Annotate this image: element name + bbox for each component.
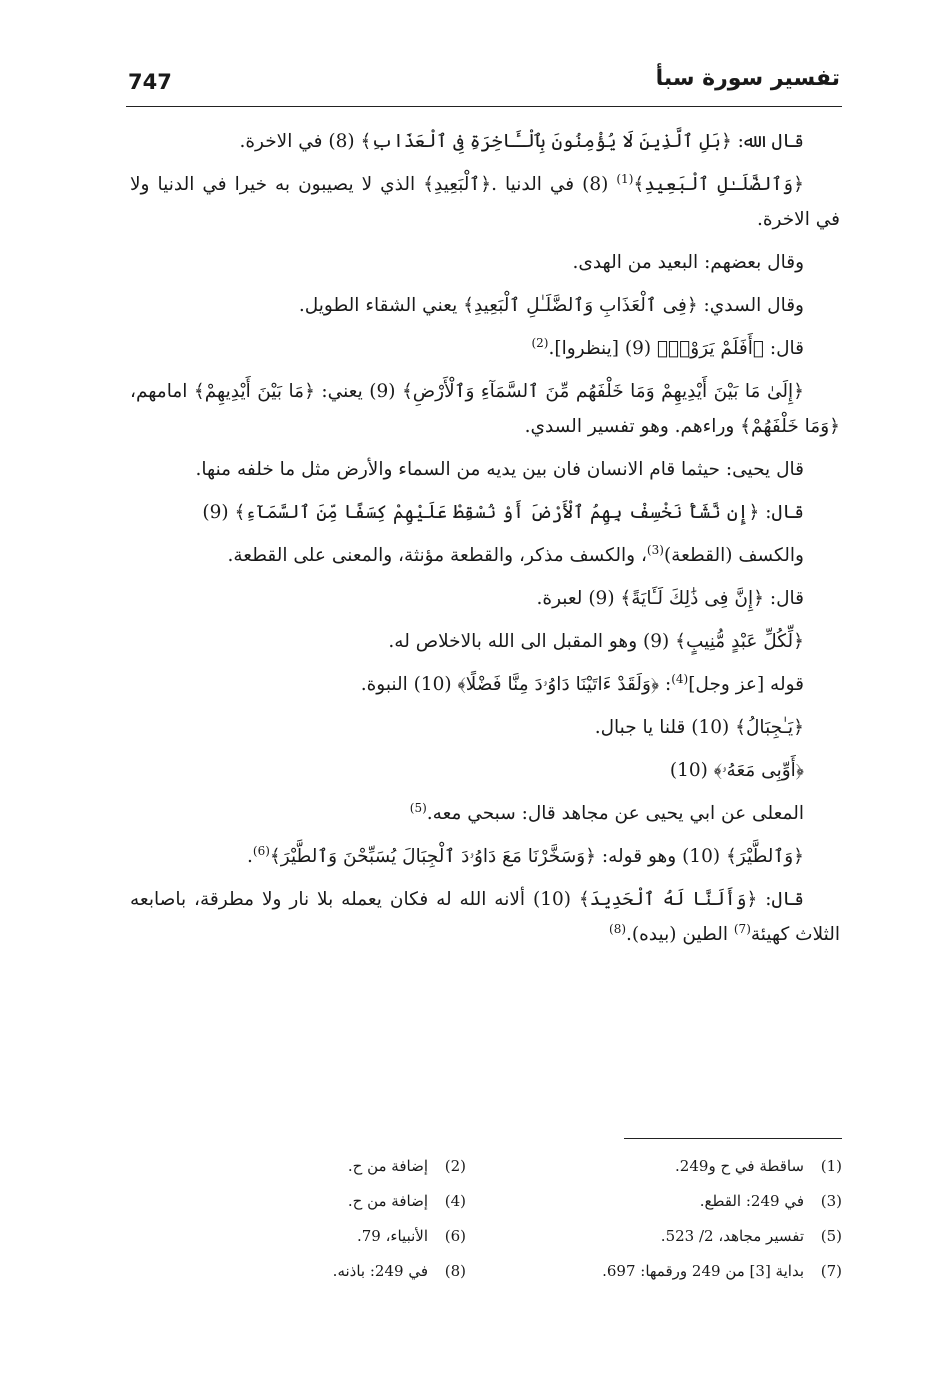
footnote-item: [506, 1187, 842, 1216]
paragraph-text: قال: ﴿إِن نَّشَأْ نَخْسِفْ بِهِمُ ٱلْأَرْضَ أَوْ نُسْقِطْ عَلَيْهِمْ كِسَفًا مِّنَ ٱلسَّمَآءِ﴾ (9): [202, 502, 804, 523]
footnote-item: [130, 1187, 466, 1216]
paragraph-text: قال يحيى: حيثما قام الانسان فان بين يديه من السماء والأرض مثل ما خلفه منها.: [195, 459, 804, 480]
paragraph: [130, 288, 840, 323]
paragraph-text: (8) في الدنيا .﴿ٱلْبَعِيدِ﴾ الذي لا يصيبون به خيرا في الدنيا ولا في الاخرة.: [130, 174, 840, 230]
paragraph: [130, 710, 840, 745]
paragraph-text: وقال بعضهم: البعيد من الهدى.: [572, 252, 804, 273]
footnote-item: [506, 1152, 842, 1181]
footnote-number: (1): [820, 1157, 842, 1175]
header-rule: [126, 106, 842, 107]
footnote-number: (5): [820, 1227, 842, 1245]
footnotes: [130, 1152, 842, 1286]
paragraph-text: ﴿لِّكُلِّ عَبْدٍ مُّنِيبٍ﴾ (9) وهو المقبل الى الله بالاخلاص له.: [388, 631, 804, 652]
footnote-text: في 249: القطع.: [699, 1192, 804, 1210]
footnote-text: إضافة من ح.: [347, 1157, 428, 1175]
paragraph: [130, 581, 840, 616]
paragraph-text: الطين (بيده).: [626, 924, 734, 945]
paragraph: [130, 495, 840, 530]
footnote-marker: (1): [616, 171, 634, 186]
paragraph: [130, 538, 840, 573]
running-title: تفسير سورة سبأ: [655, 66, 840, 91]
footnote-marker: (5): [409, 800, 427, 815]
paragraph-text: ﴿أَوِّبِى مَعَهُۥ﴾ (10): [669, 760, 804, 781]
footnote-text: بداية [3] من 249 ورقمها: 697.: [602, 1262, 804, 1280]
paragraph: [130, 839, 840, 874]
paragraph: [130, 624, 840, 659]
paragraph: [130, 796, 840, 831]
paragraph-text: ﴿وَٱلضَّلَـٰلِ ٱلْبَعِيدِ﴾: [633, 174, 804, 195]
paragraph-text: قال: ﴿وَأَلَنَّا لَهُ ٱلْحَدِيدَ﴾ (10) ألانه الله له فكان يعمله بلا نار ولا مطرقة، باصابعه الثلاث كهيئة: [130, 889, 840, 945]
footnote-item: [130, 1222, 466, 1251]
footnote-number: (4): [444, 1192, 466, 1210]
footnote-text: تفسير مجاهد، 2/ 523.: [660, 1227, 804, 1245]
footnote-marker: (8): [609, 921, 627, 936]
tafsir-body-text: [130, 124, 840, 960]
footnote-text: ساقطة في ح و249.: [675, 1157, 804, 1175]
paragraph: [130, 124, 840, 159]
paragraph-text: والكسف (القطعة): [663, 545, 804, 566]
footnote-number: (3): [820, 1192, 842, 1210]
page-number: 747: [128, 70, 172, 94]
footnote-number: (2): [444, 1157, 466, 1175]
paragraph-text: قال الله: ﴿بَلِ ٱلَّذِينَ لَا يُؤْمِنُونَ بِٱلْـَٔاخِرَةِ فِى ٱلْعَذَابِ﴾ (8) في الاخرة.: [239, 131, 804, 152]
paragraph-text: قال: ﴿إِنَّ فِى ذَٰلِكَ لَـَٔايَةً﴾ (9) لعبرة.: [536, 588, 804, 609]
paragraph-text: وقال السدي: ﴿فِى ٱلْعَذَابِ وَٱلضَّلَـٰلِ ٱلْبَعِيدِ﴾ يعني الشقاء الطويل.: [298, 295, 804, 316]
footnote-marker: (2): [531, 335, 549, 350]
footnote-number: (8): [444, 1262, 466, 1280]
paragraph: [130, 374, 840, 444]
paragraph: [130, 452, 840, 487]
footnote-number: (6): [444, 1227, 466, 1245]
footnote-item: [130, 1152, 466, 1181]
footnote-text: في 249: باذنه.: [332, 1262, 428, 1280]
footnote-text: الأنبياء، 79.: [356, 1227, 428, 1245]
footnote-item: [130, 1257, 466, 1286]
footnote-item: [506, 1222, 842, 1251]
footnote-marker: (3): [646, 542, 664, 557]
footnote-number: (7): [820, 1262, 842, 1280]
footnote-marker: (4): [671, 671, 689, 686]
paragraph: [130, 882, 840, 952]
paragraph: [130, 331, 840, 366]
paragraph: [130, 753, 840, 788]
paragraph: [130, 167, 840, 237]
footnote-marker: (6): [252, 843, 270, 858]
footnote-item: [506, 1257, 842, 1286]
paragraph-text: .: [246, 846, 253, 867]
page-header: [128, 66, 840, 106]
footnote-marker: (7): [733, 921, 751, 936]
paragraph-text: قوله [عز وجل]: [688, 674, 804, 695]
paragraph-text: ﴿وَٱلطَّيْرَ﴾ (10) وهو قوله: ﴿وَسَخَّرْنَا مَعَ دَاوُۥدَ ٱلْجِبَالَ يُسَبِّحْنَ وَٱلطَّيْرَ﴾: [269, 846, 804, 867]
paragraph-text: ﴿إِلَىٰ مَا بَيْنَ أَيْدِيهِمْ وَمَا خَلْفَهُم مِّنَ ٱلسَّمَآءِ وَٱلْأَرْضِ﴾ (9) يعني: ﴿مَا بَيْنَ أَيْدِيهِمْ﴾ امامهم، ﴿وَمَا خَلْفَهُمْ﴾ وراءهم. وهو تفسير السدي.: [130, 381, 840, 437]
paragraph-text: ، والكسف مذكر، والقطعة مؤنثة، والمعنى على القطعة.: [227, 545, 647, 566]
paragraph-text: ﴿يَـٰجِبَالُ﴾ (10) قلنا يا جبال.: [594, 717, 804, 738]
footnote-separator: [624, 1138, 842, 1139]
paragraph-text: المعلى عن ابي يحيى عن مجاهد قال: سبحي معه.: [426, 803, 804, 824]
paragraph-text: قال: ﴿أَفَلَمْ يَرَوْا۟﴾ (9) [ينظروا].: [548, 338, 804, 359]
paragraph: [130, 667, 840, 702]
paragraph-text: : ﴿وَلَقَدْ ءَاتَيْنَا دَاوُۥدَ مِنَّا فَضْلًا﴾ (10) النبوة.: [360, 674, 672, 695]
paragraph: [130, 245, 840, 280]
footnote-text: إضافة من ح.: [347, 1192, 428, 1210]
